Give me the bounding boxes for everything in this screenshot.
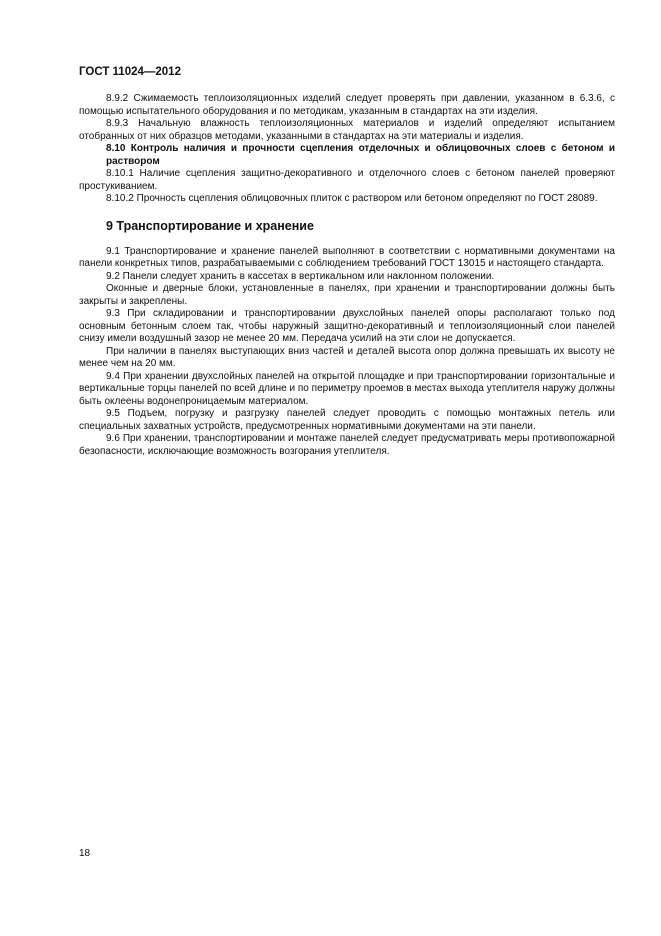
paragraph-8-9-3: 8.9.3 Начальную влажность теплоизоляционных материалов и изделий определяют испытанием отобранных от них образцов методами, указанными в стандартах на эти материалы и изделия. bbox=[79, 118, 615, 142]
paragraph-9-1: 9.1 Транспортирование и хранение панелей выполняют в соответствии с нормативными документами на панели конкретных типов, разрабатываемыми с соблюдением требований ГОСТ 13015 и настоящего стандарта. bbox=[79, 245, 615, 269]
paragraph-9-2: 9.2 Панели следует хранить в кассетах в вертикальном или наклонном положении. bbox=[106, 270, 495, 282]
paragraph-9-6: 9.6 При хранении, транспортировании и монтаже панелей следует предусматривать меры противопожарной безопасности, исключающие возможность возгорания утеплителя. bbox=[79, 433, 615, 457]
page-body bbox=[79, 93, 615, 458]
paragraph-9-5: 9.5 Подъем, погрузку и разгрузку панелей следует проводить с помощью монтажных петель или специальных захватных устройств, предусмотренных нормативными документами на эти панели. bbox=[79, 408, 615, 432]
paragraph-8-10-1: 8.10.1 Наличие сцепления защитно-декоративного и отделочного слоев с бетоном панелей проверяют простукиванием. bbox=[79, 168, 615, 192]
page-header-doc-id: ГОСТ 11024—2012 bbox=[79, 66, 181, 78]
page-number: 18 bbox=[79, 848, 91, 859]
paragraph-9-2-cont: Оконные и дверные блоки, установленные в панелях, при хранении и транспортировании должны быть закрыты и закреплены. bbox=[79, 283, 615, 307]
paragraph-8-10-2: 8.10.2 Прочность сцепления облицовочных плиток с раствором или бетоном определяют по ГОСТ 28089. bbox=[106, 193, 598, 204]
paragraph-9-4: 9.4 При хранении двухслойных панелей на открытой площадке и при транспортировании горизонтальные и вертикальные торцы панелей по всей длине и по периметру проемов в местах выхода утеплителя наружу должны быть оклеены водонепроницаемым материалом. bbox=[79, 370, 615, 407]
section-heading-9: 9 Транспортирование и хранение bbox=[106, 218, 314, 233]
paragraph-8-9-2: 8.9.2 Сжимаемость теплоизоляционных изделий следует проверять при давлении, указанном в 6.3.6, с помощью испытательного оборудования и по методикам, указанным в стандартах на эти изделия. bbox=[79, 93, 615, 117]
paragraph-9-3-cont: При наличии в панелях выступающих вниз частей и деталей высота опор должна превышать их высоту не менее чем на 20 мм. bbox=[79, 345, 615, 369]
subsection-heading-8-10: 8.10 Контроль наличия и прочности сцепления отделочных и облицовочных слоев с бетоном и раствором bbox=[106, 143, 615, 167]
paragraph-9-3: 9.3 При складировании и транспортировании двухслойных панелей опоры располагают только под основным бетонным слоем так, чтобы наружный защитно-декоративный и теплоизоляционный слои панелей снизу имели воздушный зазор не менее 20 мм. Передача усилий на эти слои не допускается. bbox=[79, 308, 615, 344]
